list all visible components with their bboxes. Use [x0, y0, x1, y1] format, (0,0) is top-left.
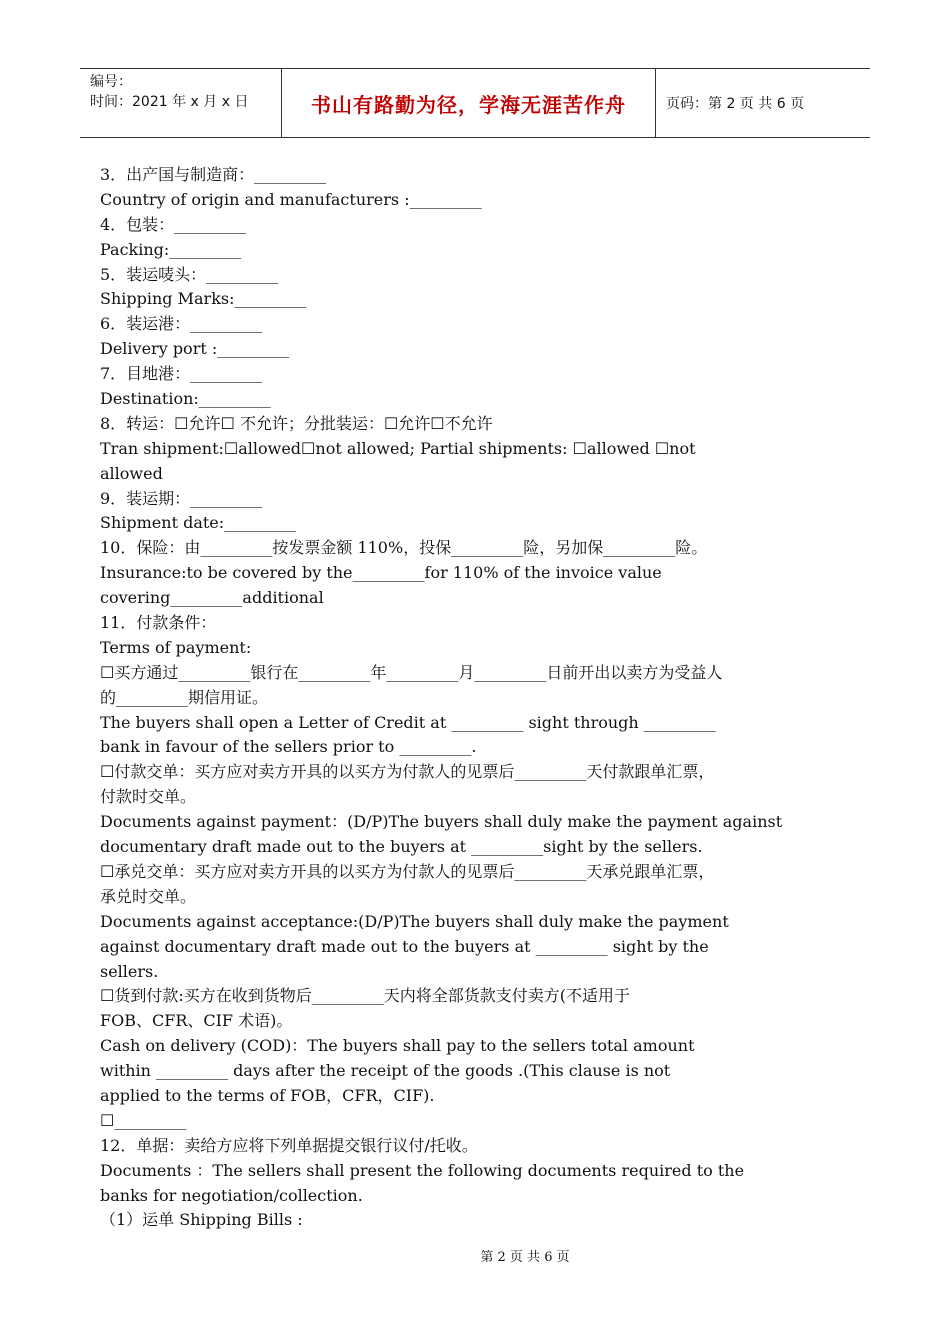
contract-line: 10．保险：由_________按发票金额 110%，投保_________险，另加保_________险。: [100, 538, 708, 558]
contract-line: covering_________additional: [100, 588, 324, 608]
contract-line: 6．装运港：_________: [100, 314, 263, 334]
contract-line: 3．出产国与制造商：_________: [100, 165, 327, 184]
contract-line: Packing:_________: [100, 239, 242, 259]
contract-line: Cash on delivery (COD)：The buyers shall pay to the sellers total amount: [100, 1036, 695, 1056]
contract-line: Shipping Marks:_________: [100, 289, 307, 309]
contract-line: Tran shipment:☐allowed☐not allowed; Partial shipments: ☐allowed ☐not: [100, 438, 696, 458]
contract-line: Destination:_________: [100, 389, 271, 409]
contract-line: within _________ days after the receipt of the goods .(This clause is not: [100, 1061, 671, 1081]
contract-line: 4．包装：_________: [100, 214, 247, 234]
contract-line: Shipment date:_________: [100, 513, 297, 533]
contract-line: 8．转运：☐允许☐ 不允许；分批装运：☐允许☐不允许: [100, 413, 493, 433]
date-label: 时间：2021 年 x 月 x 日: [90, 94, 249, 110]
contract-line: applied to the terms of FOB，CFR，CIF).: [100, 1085, 435, 1105]
contract-line: ☐货到付款:买方在收到货物后_________天内将全部货款支付卖方(不适用于: [100, 986, 630, 1006]
contract-line: Documents against acceptance:(D/P)The buyers shall duly make the payment: [100, 911, 729, 931]
contract-line: （1）运单 Shipping Bills :: [100, 1210, 303, 1230]
contract-line: 12．单据：卖给方应将下列单据提交银行议付/托收。: [100, 1135, 478, 1155]
contract-line: sellers.: [100, 961, 159, 981]
contract-line: allowed: [100, 463, 163, 483]
contract-line: bank in favour of the sellers prior to _________.: [100, 737, 477, 757]
contract-body: [100, 163, 860, 1233]
contract-line: ☐_________: [100, 1110, 187, 1130]
page-header: [80, 68, 870, 138]
contract-line: Documents ：The sellers shall present the following documents required to the: [100, 1160, 745, 1180]
contract-line: Delivery port :_________: [100, 339, 290, 359]
contract-line: ☐付款交单：买方应对卖方开具的以买方为付款人的见票后_________天付款跟单汇票，: [100, 762, 715, 782]
header-page-info: [656, 69, 870, 137]
contract-line: against documentary draft made out to the buyers at _________ sight by the: [100, 936, 709, 956]
page-footer: 第 2 页 共 6 页: [480, 1250, 570, 1265]
contract-line: 付款时交单。: [100, 787, 197, 807]
contract-line: 7．目地港：_________: [100, 364, 263, 384]
header-meta: [80, 69, 282, 137]
motto-text: 书山有路勤为径，学海无涯苦作舟: [311, 92, 626, 117]
contract-line: Documents against payment：(D/P)The buyers shall duly make the payment against: [100, 812, 783, 832]
serial-label: 编号：: [90, 74, 132, 90]
contract-line: 9．装运期：_________: [100, 488, 263, 508]
contract-line: 的_________期信用证。: [100, 687, 269, 707]
contract-line: documentary draft made out to the buyers at _________sight by the sellers.: [100, 837, 703, 857]
contract-line: ☐承兑交单：买方应对卖方开具的以买方为付款人的见票后_________天承兑跟单汇票，: [100, 861, 715, 881]
contract-line: 11．付款条件：: [100, 613, 217, 633]
contract-line: 5．装运唛头：_________: [100, 264, 279, 284]
contract-line: The buyers shall open a Letter of Credit at _________ sight through _________: [100, 712, 716, 732]
contract-line: Country of origin and manufacturers :_________: [100, 189, 482, 209]
page-info-text: 页码：第 2 页 共 6 页: [666, 96, 805, 112]
contract-line: 承兑时交单。: [100, 886, 197, 906]
header-motto-cell: [282, 69, 656, 137]
contract-line: banks for negotiation/collection.: [100, 1185, 363, 1205]
contract-line: ☐买方通过_________银行在_________年_________月_________日前开出以卖方为受益人: [100, 662, 723, 682]
contract-line: FOB、CFR、CIF 术语)。: [100, 1011, 293, 1031]
contract-line: Insurance:to be covered by the_________for 110% of the invoice value: [100, 563, 662, 583]
contract-line: Terms of payment:: [100, 637, 252, 657]
